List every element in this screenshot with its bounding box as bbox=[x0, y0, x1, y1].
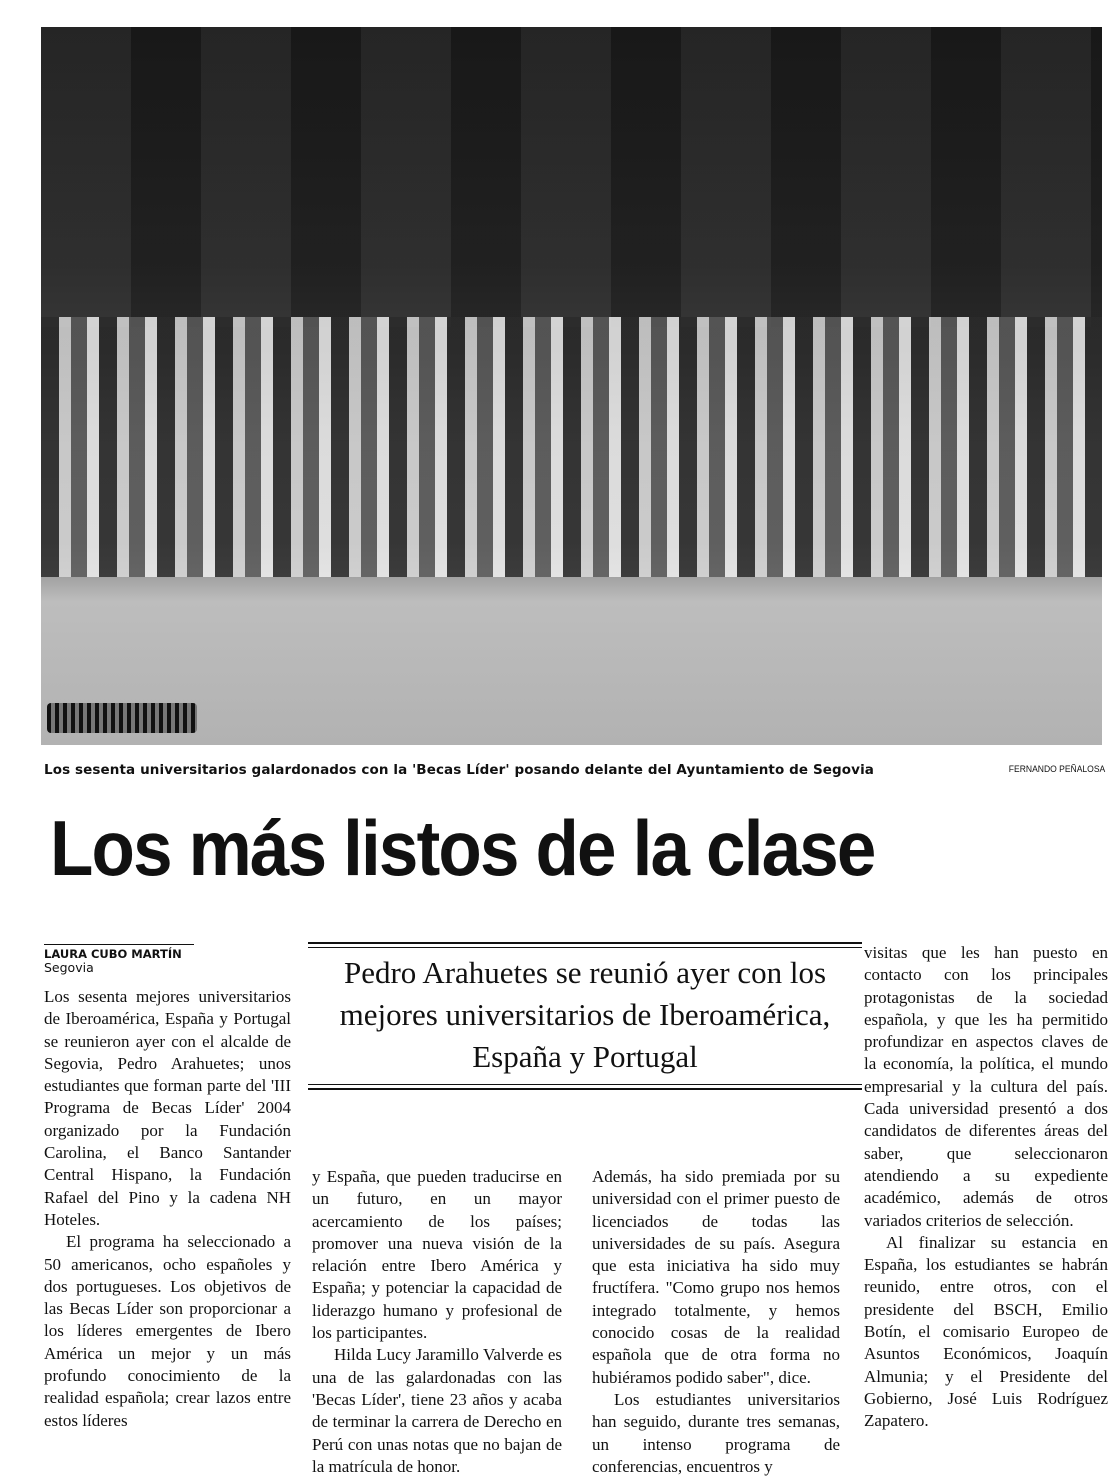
pull-quote: Pedro Arahuetes se reunió ayer con los mejores universitarios de Iberoamérica, España y Portugal bbox=[308, 942, 862, 1090]
photo-building-background bbox=[41, 27, 1102, 327]
photo-students-group bbox=[41, 317, 1102, 577]
byline-author: LAURA CUBO MARTÍN bbox=[44, 944, 194, 961]
photo-credit: FERNANDO PEÑALOSA bbox=[1008, 764, 1106, 774]
article-column-2 bbox=[312, 1166, 562, 1478]
byline-place: Segovia bbox=[44, 960, 94, 975]
photo-caption: Los sesenta universitarios galardonados con la 'Becas Líder' posando delante del Ayuntamiento de Segovia bbox=[44, 762, 875, 778]
paragraph: visitas que les han puesto en contacto con los principales protagonistas de la sociedad española, y que les ha permitido profundizar en aspectos claves de la economía, la política, el mundo empresarial y la cultura del país. Cada universidad presentó a dos candidatos de diferentes áreas del saber, que seleccionaron atendiendo a su expediente académico, además de otros variados criterios de selección. bbox=[864, 943, 1108, 1230]
article-column-1 bbox=[44, 986, 291, 1432]
paragraph: Además, ha sido premiada por su universidad con el primer puesto de licenciados de todas las universidades de su país. Asegura que esta iniciativa ha sido muy fructífera. "Como grupo nos hemos integrado totalmente, y hemos conocido cosas de la realidad española que de otra forma no hubiéramos podido saber", dice. bbox=[592, 1167, 840, 1387]
photo-drain-grate bbox=[47, 703, 197, 733]
paragraph: El programa ha seleccionado a 50 americanos, ocho españoles y dos portugueses. Los objetivos de las Becas Líder son proporcionar a los líderes emergentes de Ibero América un mejor y un más profundo conocimiento de la realidad española; crear lazos entre estos líderes bbox=[44, 1232, 291, 1430]
paragraph: Al finalizar su estancia en España, los estudiantes se habrán reunido, entre otros, con el presidente del BSCH, Emilio Botín, el comisario Europeo de Asuntos Económicos, Joaquín Almunia; y el Presidente del Gobierno, José Luis Rodríguez Zapatero. bbox=[864, 1232, 1108, 1431]
headline: Los más listos de la clase bbox=[50, 804, 875, 892]
paragraph: Los sesenta mejores universitarios de Iberoamérica, España y Portugal se reunieron ayer con el alcalde de Segovia, Pedro Arahuetes; unos estudiantes que forman parte del 'III Programa de Becas Líder' 2004 organizado por la Fundación Carolina, el Banco Santander Central Hispano, la Fundación Rafael del Pino y la cadena NH Hoteles. bbox=[44, 987, 291, 1229]
paragraph: y España, que pueden traducirse en un futuro, en un mayor acercamiento de los países; promover una nueva visión de la relación entre Ibero América y España; y potenciar la capacidad de liderazgo humano y profesional de los participantes. bbox=[312, 1167, 562, 1343]
group-photo bbox=[41, 27, 1102, 745]
paragraph: Los estudiantes universitarios han seguido, durante tres semanas, un intenso programa de conferencias, encuentros y bbox=[592, 1389, 840, 1476]
paragraph: Hilda Lucy Jaramillo Valverde es una de las galardonadas con las 'Becas Líder', tiene 23 años y acaba de terminar la carrera de Derecho en Perú con unas notas que no bajan de la matrícula de honor. bbox=[312, 1345, 562, 1476]
article-column-3 bbox=[592, 1166, 840, 1478]
article-column-4 bbox=[864, 942, 1108, 1433]
